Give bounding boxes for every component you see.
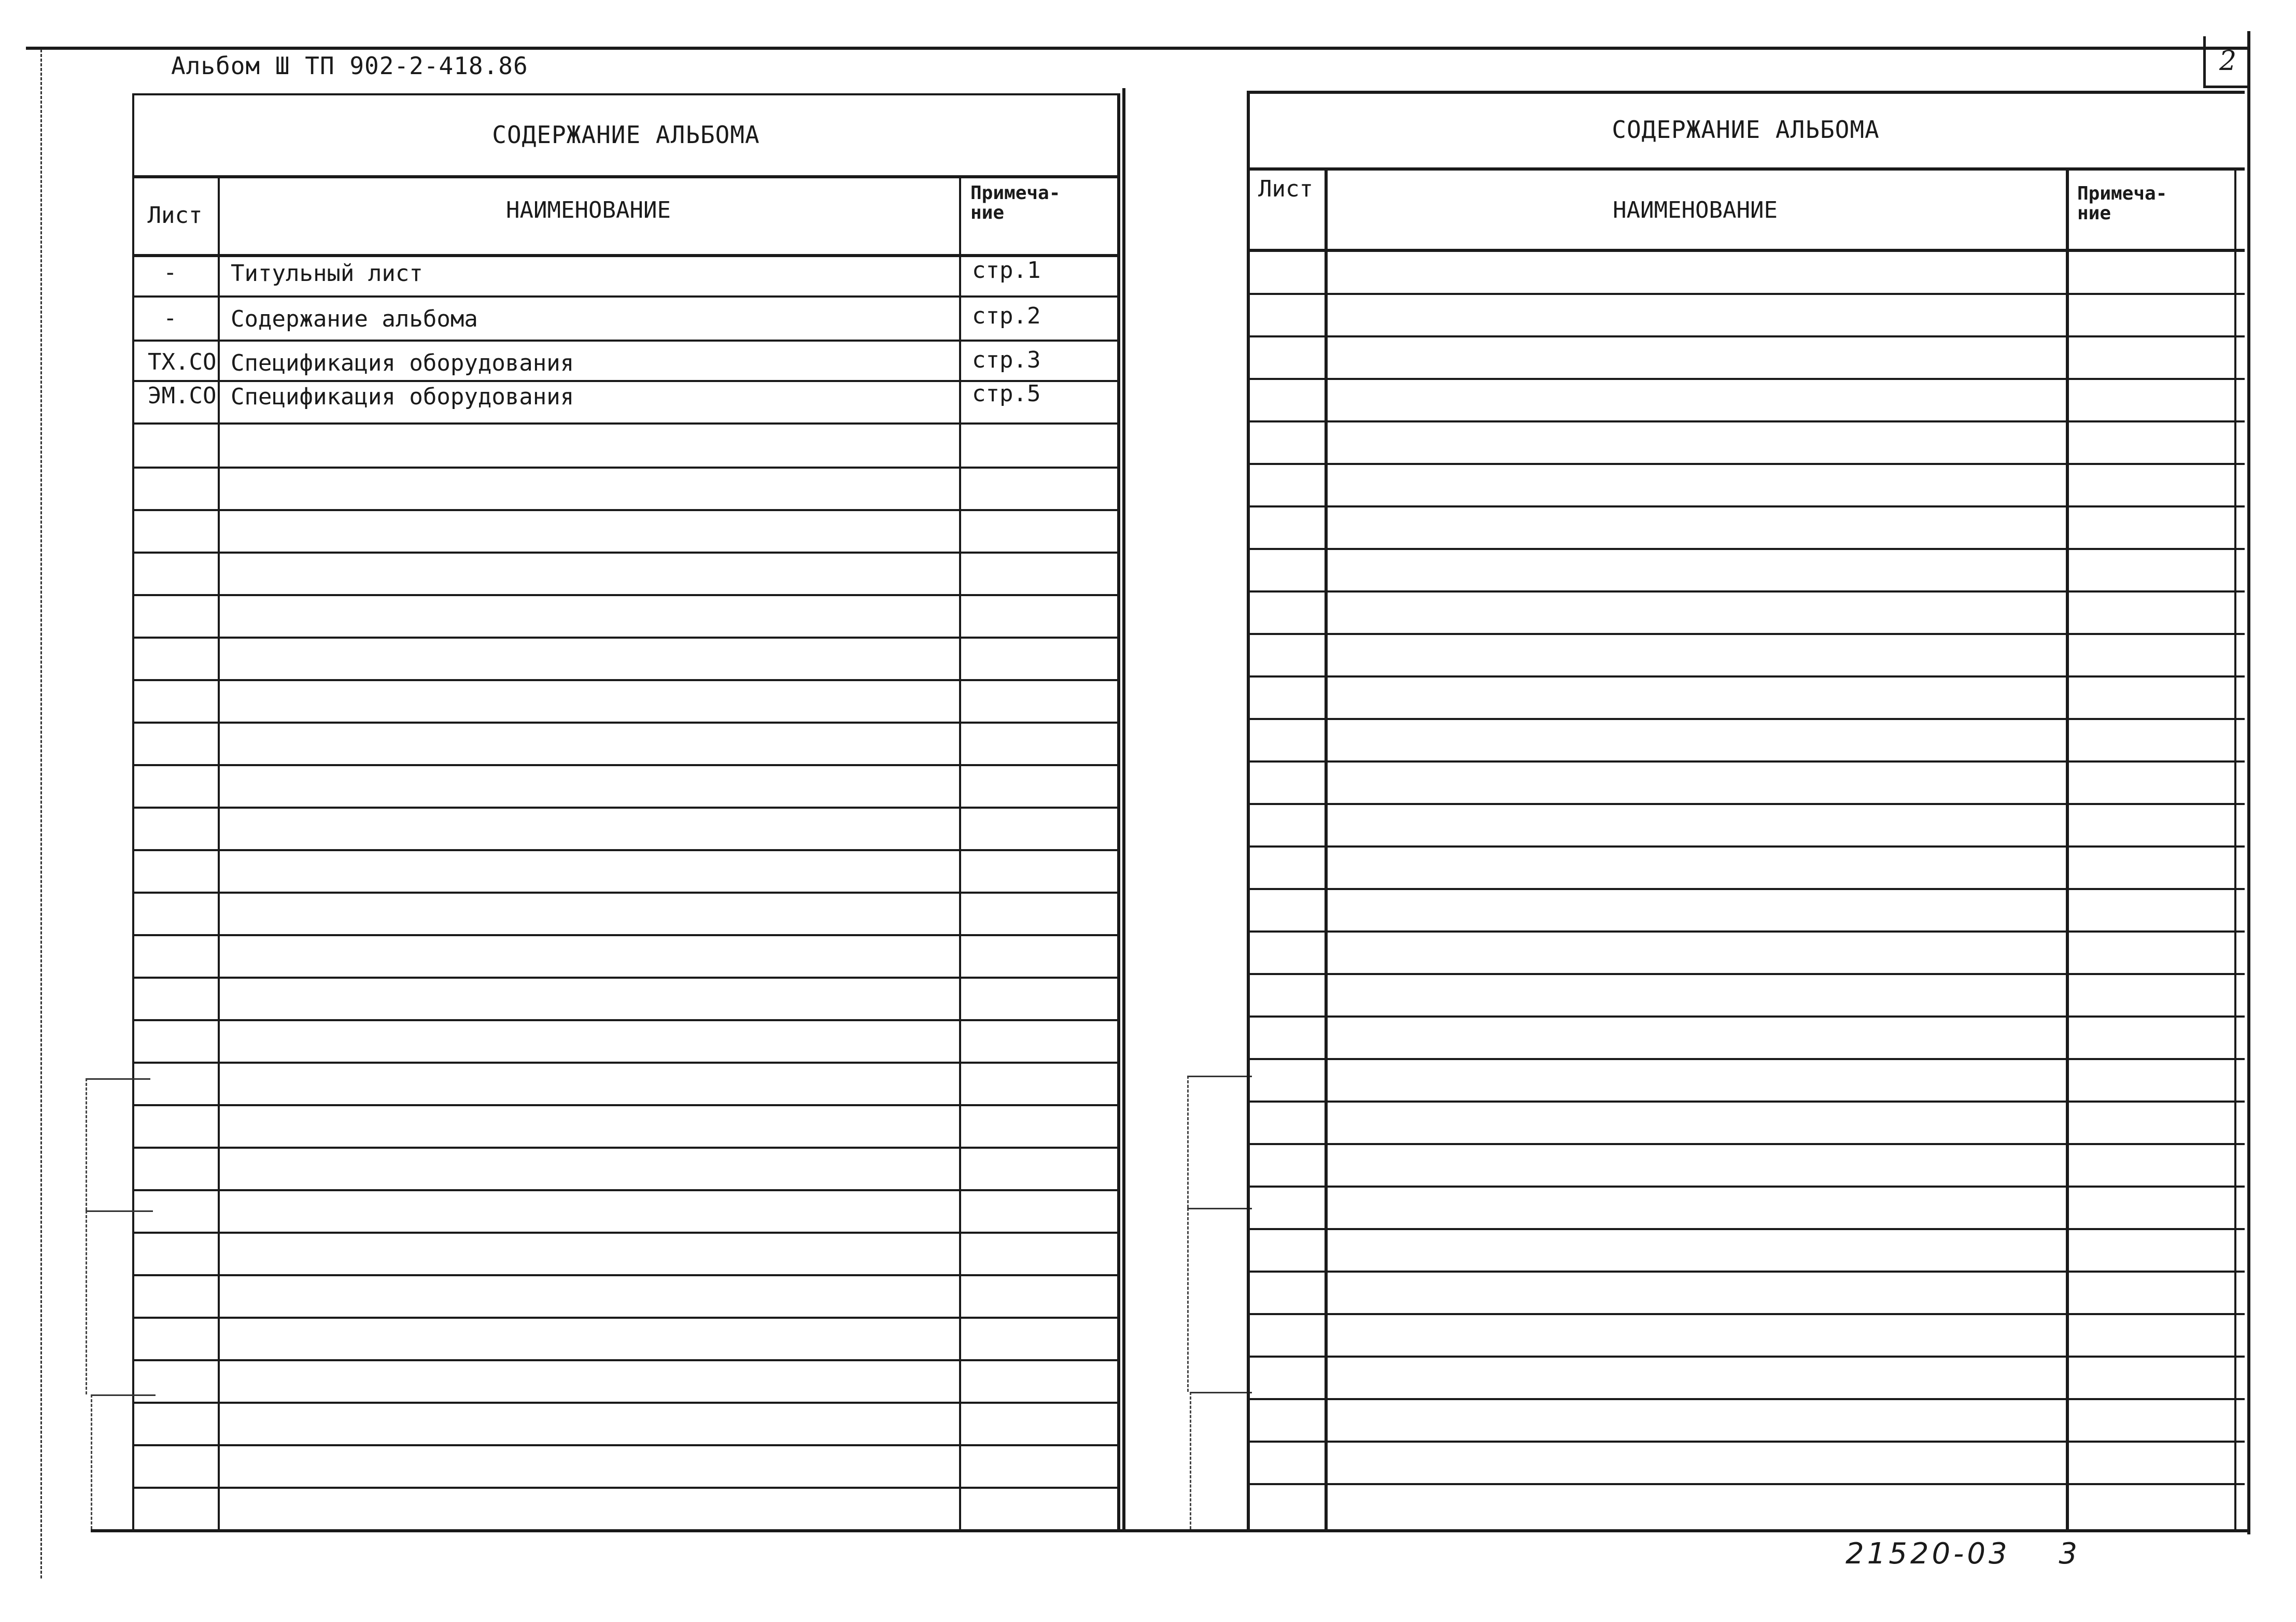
right-blank-row-line [1247, 1228, 2245, 1230]
left-blank-row-line [132, 637, 1117, 639]
left-blank-row-line [132, 467, 1117, 469]
left-row-1-note: стр.1 [972, 257, 1041, 284]
archive-stamp [1846, 1537, 2080, 1571]
right-blank-row-line [1247, 1101, 2245, 1103]
right-blank-row-line [1247, 420, 2245, 422]
right-margin-stamp-lower [1187, 1208, 1252, 1392]
right-col-sep-1 [1325, 168, 1328, 1529]
binding-strip-left [1122, 88, 1125, 1529]
album-code: Альбом Ш ТП 902-2-418.86 [171, 52, 528, 80]
right-margin-stamp-upper [1187, 1076, 1252, 1208]
left-blank-row-line [132, 1317, 1117, 1319]
left-blank-row-line [132, 1062, 1117, 1064]
left-blank-row-line [132, 1402, 1117, 1404]
left-row-4-sheet: ЭМ.СО [148, 383, 217, 409]
left-blank-row-line [132, 1444, 1117, 1446]
right-note-header-line2: ние [2077, 203, 2111, 224]
frame-left-line [40, 49, 42, 1578]
frame-bottom-line [91, 1529, 2247, 1532]
right-blank-row-line [1247, 675, 2245, 678]
left-blank-row-line [132, 1189, 1117, 1191]
left-panel-title: СОДЕРЖАНИЕ АЛЬБОМА [492, 121, 760, 149]
right-blank-row-line [1247, 888, 2245, 890]
right-header-underline [1247, 249, 2245, 252]
right-blank-row-line [1247, 463, 2245, 465]
right-blank-row-line [1247, 633, 2245, 635]
left-note-header-line1: Примеча- [970, 182, 1061, 204]
left-margin-stamp-upper [86, 1078, 150, 1210]
left-row-line [132, 380, 1117, 382]
left-row-2-note: стр.2 [972, 303, 1041, 329]
left-row-3-note: стр.3 [972, 347, 1041, 373]
right-blank-row-line [1247, 335, 2245, 337]
left-row-4-name: Спецификация оборудования [231, 384, 574, 410]
right-blank-row-line [1247, 293, 2245, 295]
right-col-sep-2 [2066, 168, 2069, 1529]
left-blank-row-line [132, 1147, 1117, 1149]
right-blank-row-line [1247, 1356, 2245, 1358]
right-blank-row-line [1247, 505, 2245, 507]
left-row-line [132, 340, 1117, 342]
left-col-sheet-header: Лист [147, 202, 203, 229]
left-col-name-header: НАИМЕНОВАНИЕ [506, 196, 671, 223]
right-margin-stamp-bottom [1190, 1392, 1252, 1529]
left-col-sep-2 [959, 176, 961, 1529]
left-row-1-sheet: - [163, 259, 177, 286]
left-blank-row-line [132, 1019, 1117, 1021]
left-note-header-line2: ние [970, 202, 1005, 223]
binding-strip-right [1247, 91, 1250, 1529]
page-number: 2 [2203, 36, 2250, 88]
left-blank-row-line [132, 594, 1117, 596]
left-row-4-note: стр.5 [972, 380, 1041, 407]
right-blank-row-line [1247, 845, 2245, 848]
left-blank-row-line [132, 1104, 1117, 1106]
right-blank-row-line [1247, 1441, 2245, 1443]
right-blank-row-line [1247, 718, 2245, 720]
left-blank-row-line [132, 1359, 1117, 1361]
archive-stamp-code: 21520-03 [1846, 1537, 2010, 1571]
left-panel-right-border [1117, 93, 1120, 1529]
right-blank-row-line [1247, 1015, 2245, 1018]
right-blank-row-line [1247, 760, 2245, 763]
right-contents-panel [1247, 91, 2245, 1529]
left-blank-row-line [132, 849, 1117, 851]
right-blank-row-line [1247, 973, 2245, 975]
left-blank-row-line [132, 722, 1117, 724]
left-row-1-name: Титульный лист [231, 260, 423, 287]
left-blank-row-line [132, 509, 1117, 511]
left-contents-panel [132, 93, 1120, 1529]
frame-top-line [26, 47, 2250, 50]
right-blank-row-line [1247, 1483, 2245, 1485]
left-margin-stamp-bottom [91, 1394, 156, 1529]
right-col-note-header [2066, 168, 2232, 251]
right-blank-row-line [1247, 1271, 2245, 1273]
left-row-line [132, 295, 1117, 298]
frame-right-line [2247, 31, 2250, 1534]
left-col-sep-1 [218, 176, 220, 1529]
right-blank-row-line [1247, 803, 2245, 805]
right-note-header-line1: Примеча- [2077, 183, 2167, 204]
right-blank-row-line [1247, 1313, 2245, 1315]
left-blank-row-line [132, 807, 1117, 809]
left-blank-row-line [132, 934, 1117, 936]
left-col-note-header [959, 176, 1117, 254]
left-row-3-sheet: ТХ.СО [148, 349, 217, 375]
left-blank-row-line [132, 892, 1117, 894]
right-blank-row-line [1247, 1186, 2245, 1188]
right-col-sheet-header: Лист [1258, 176, 1313, 202]
left-blank-row-line [132, 679, 1117, 681]
right-panel-title: СОДЕРЖАНИЕ АЛЬБОМА [1612, 116, 1880, 144]
left-row-3-name: Спецификация оборудования [231, 350, 574, 376]
right-blank-row-line [1247, 1058, 2245, 1060]
right-blank-row-line [1247, 378, 2245, 380]
left-blank-row-line [132, 764, 1117, 766]
left-blank-row-line [132, 1232, 1117, 1234]
right-blank-row-line [1247, 1143, 2245, 1145]
right-col-sep-3 [2234, 168, 2236, 1529]
left-row-2-name: Содержание альбома [231, 306, 478, 332]
right-blank-row-line [1247, 590, 2245, 593]
right-blank-row-line [1247, 548, 2245, 550]
left-blank-row-line [132, 1274, 1117, 1276]
left-blank-row-line [132, 552, 1117, 554]
left-margin-stamp-lower [86, 1210, 153, 1394]
left-blank-row-line [132, 977, 1117, 979]
right-col-name-header: НАИМЕНОВАНИЕ [1613, 196, 1778, 223]
left-row-line [132, 422, 1117, 425]
archive-stamp-sheet: 3 [2059, 1537, 2081, 1571]
left-row-2-sheet: - [163, 305, 177, 331]
right-blank-row-line [1247, 930, 2245, 933]
left-blank-row-line [132, 1487, 1117, 1489]
right-blank-row-line [1247, 1398, 2245, 1400]
